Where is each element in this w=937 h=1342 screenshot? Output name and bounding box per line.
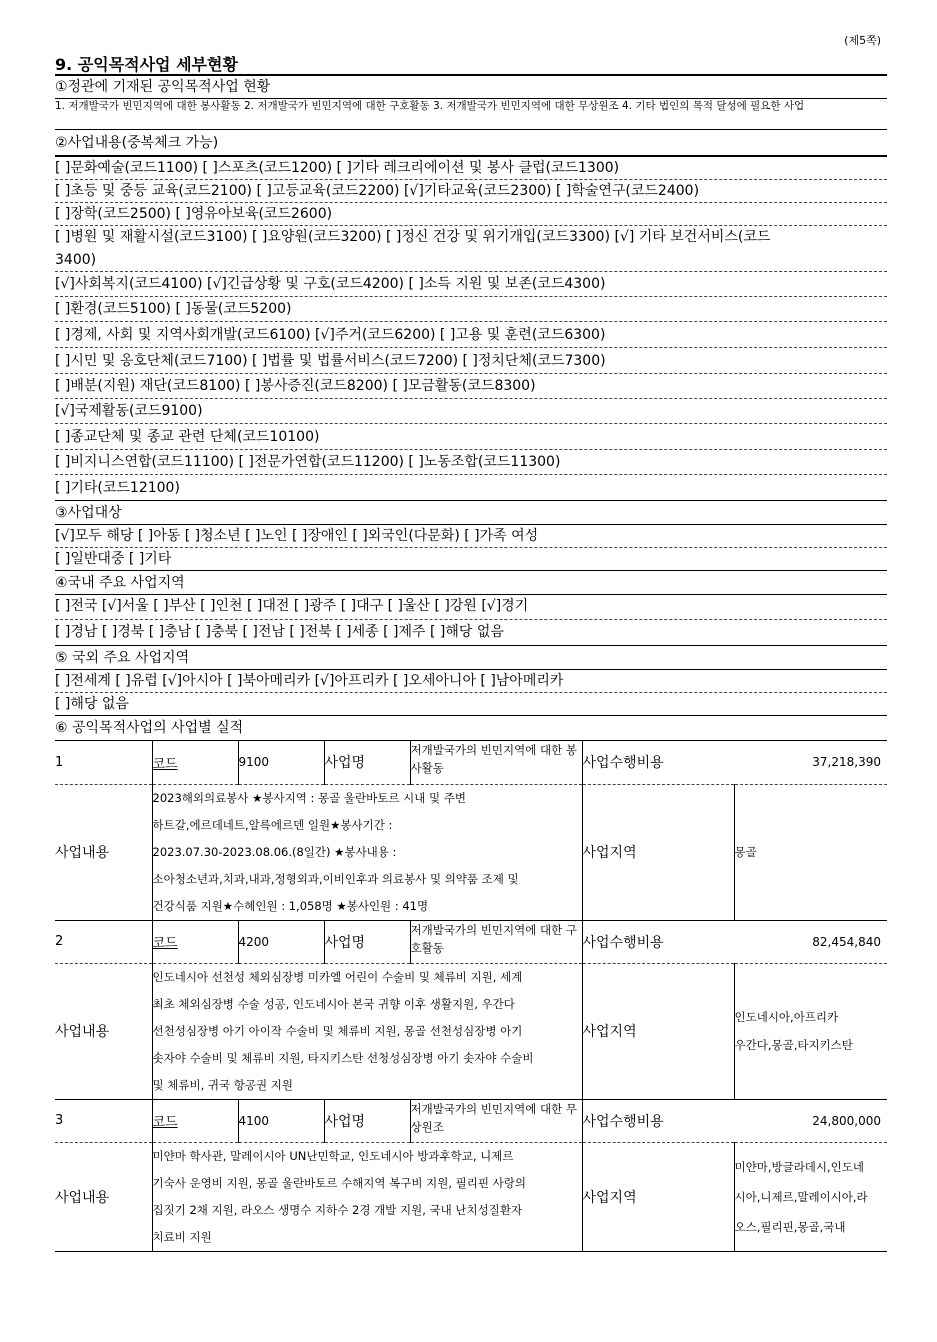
table-row <box>55 1099 887 1142</box>
s1-text: 1. 저개발국가 빈민지역에 대한 봉사활동 2. 저개발국가 빈민지역에 대한 구호활동 3. 저개발국가 빈민지역에 대한 무상원조 4. 기타 법인의 목적 달성에 필요한 사업 <box>55 99 887 130</box>
name-value: 저개발국가의 빈민지역에 대한 무상원조 <box>410 1099 582 1142</box>
item-number: 2 <box>55 934 64 949</box>
name-value: 저개발국가의 빈민지역에 대한 구호활동 <box>410 920 582 963</box>
region-value <box>734 784 887 920</box>
s4-line-1: [ ]전국 [√]서울 [ ]부산 [ ]인천 [ ]대전 [ ]광주 [ ]대구 [ ]울산 [ ]강원 [√]경기 <box>55 595 887 620</box>
content-value <box>152 963 582 1099</box>
s2-line-1: [ ]문화예술(코드1100) [ ]스포츠(코드1200) [ ]기타 레크리에이션 및 봉사 클럽(코드1300) <box>55 157 887 180</box>
content-value <box>152 1142 582 1251</box>
name-label: 사업명 <box>324 1099 410 1142</box>
region-line: 시아,니제르,말레이시아,라 <box>734 1189 868 1204</box>
cost-label: 사업수행비용 <box>582 741 734 784</box>
content-line: 건강식품 지원★수혜인원 : 1,058명 ★봉사인원 : 41명 <box>152 898 429 913</box>
content-line: 치료비 지원 <box>152 1229 212 1244</box>
table-row <box>55 963 887 1099</box>
code-value: 9100 <box>238 741 324 784</box>
content-line: 하트갈,에르데네트,알륵에르덴 일원★봉사기간 : <box>152 817 393 832</box>
table-row <box>55 1142 887 1251</box>
region-line: 우간다,몽골,타지키스탄 <box>734 1038 853 1052</box>
business-results-table <box>55 741 887 1252</box>
region-line: 미얀마,방글라데시,인도네 <box>734 1159 865 1174</box>
content-line: 인도네시아 선천성 체외심장병 미카엘 어린이 수술비 및 체류비 지원, 세계 <box>152 969 523 984</box>
s2-line-6: [√]사회복지(코드4100) [√]긴급상황 및 구호(코드4200) [ ]소득 지원 및 보존(코드4300) <box>55 273 887 297</box>
cost-value: 24,800,000 <box>812 1113 881 1128</box>
region-line: 몽골 <box>734 845 757 859</box>
cost-label: 사업수행비용 <box>582 1099 734 1142</box>
cost-value: 82,454,840 <box>812 934 881 949</box>
cost-value: 37,218,390 <box>812 755 881 770</box>
s5-heading: ⑤ 국외 주요 사업지역 <box>55 647 887 670</box>
content-line: 소아청소년과,치과,내과,정형외과,이비인후과 의료봉사 및 의약품 조제 및 <box>152 871 519 886</box>
s5-line-2: [ ]해당 없음 <box>55 693 887 716</box>
item-number: 3 <box>55 1113 64 1128</box>
s2-line-9: [ ]시민 및 옹호단체(코드7100) [ ]법률 및 법률서비스(코드7200) [ ]정치단체(코드7300) <box>55 350 887 374</box>
table-row <box>55 920 887 963</box>
content-line: 미얀마 학사관, 말레이시아 UN난민학교, 인도네시아 방과후학교, 니제르 <box>152 1148 514 1163</box>
s6-heading: ⑥ 공익목적사업의 사업별 실적 <box>55 717 887 741</box>
s3-line-1: [√]모두 해당 [ ]아동 [ ]청소년 [ ]노인 [ ]장애인 [ ]외국인(다문화) [ ]가족 여성 <box>55 525 887 548</box>
cost-label: 사업수행비용 <box>582 920 734 963</box>
s2-line-3: [ ]장학(코드2500) [ ]영유아보육(코드2600) <box>55 203 887 226</box>
region-line: 오스,필리핀,몽골,국내 <box>734 1219 846 1234</box>
code-label: 코드 <box>152 920 238 963</box>
name-label: 사업명 <box>324 741 410 784</box>
section-title: 9. 공익목적사업 세부현황 <box>55 55 238 74</box>
page-number: (제5쪽) <box>844 34 881 47</box>
s4-heading: ④국내 주요 사업지역 <box>55 572 887 595</box>
s2-line-4: [ ]병원 및 재활시설(코드3100) [ ]요양원(코드3200) [ ]정신 건강 및 위기개입(코드3300) [√] 기타 보건서비스(코드 <box>55 229 771 245</box>
content-label: 사업내용 <box>55 1189 110 1206</box>
code-value: 4200 <box>238 920 324 963</box>
code-value: 4100 <box>238 1099 324 1142</box>
s4-line-2: [ ]경남 [ ]경북 [ ]충남 [ ]충북 [ ]전남 [ ]전북 [ ]세종 [ ]제주 [ ]해당 없음 <box>55 621 887 646</box>
s2-line-11: [√]국제활동(코드9100) <box>55 400 887 424</box>
region-value <box>734 963 887 1099</box>
table-row <box>55 741 887 784</box>
content-line: 선천성심장병 아기 아이작 수술비 및 체류비 지원, 몽골 선천성심장병 아기 <box>152 1023 523 1038</box>
s2-line-14: [ ]기타(코드12100) <box>55 477 887 501</box>
region-label: 사업지역 <box>582 1142 734 1251</box>
s3-heading: ③사업대상 <box>55 502 887 525</box>
s2-line-13: [ ]비지니스연합(코드11100) [ ]전문가연합(코드11200) [ ]노동조합(코드11300) <box>55 451 887 475</box>
s2-line-7: [ ]환경(코드5100) [ ]동물(코드5200) <box>55 298 887 322</box>
table-row <box>55 784 887 920</box>
name-value: 저개발국가의 빈민지역에 대한 봉사활동 <box>410 741 582 784</box>
item-number: 1 <box>55 754 64 770</box>
s2-line-12: [ ]종교단체 및 종교 관련 단체(코드10100) <box>55 426 887 450</box>
s2-line-10: [ ]배분(지원) 재단(코드8100) [ ]봉사증진(코드8200) [ ]모금활동(코드8300) <box>55 375 887 399</box>
content-line: 솟자야 수술비 및 체류비 지원, 타지키스탄 선청성심장병 아기 솟자야 수술비 <box>152 1050 534 1065</box>
s2-line-8: [ ]경제, 사회 및 지역사회개발(코드6100) [√]주거(코드6200) [ ]고용 및 훈련(코드6300) <box>55 324 887 348</box>
name-label: 사업명 <box>324 920 410 963</box>
content-line: 2023.07.30-2023.08.06.(8일간) ★봉사내용 : <box>152 844 397 859</box>
s2-line-2: [ ]초등 및 중등 교육(코드2100) [ ]고등교육(코드2200) [√]기타교육(코드2300) [ ]학술연구(코드2400) <box>55 180 887 203</box>
code-label: 코드 <box>152 741 238 784</box>
title-rule <box>55 74 887 76</box>
region-line: 인도네시아,아프리카 <box>734 1010 839 1024</box>
s2-heading: ②사업내용(중복체크 가능) <box>55 132 887 156</box>
content-line: 2023해외의료봉사 ★봉사지역 : 몽골 울란바토르 시내 및 주변 <box>152 790 466 805</box>
region-label: 사업지역 <box>582 963 734 1099</box>
content-line: 집짓기 2채 지원, 라오스 생명수 지하수 2경 개발 지원, 국내 난치성질환자 <box>152 1202 523 1217</box>
content-label: 사업내용 <box>55 1024 110 1040</box>
content-line: 기숙사 운영비 지원, 몽골 울란바토르 수해지역 복구비 지원, 필리핀 사랑의 <box>152 1175 526 1190</box>
s3-line-2: [ ]일반대중 [ ]기타 <box>55 548 887 571</box>
s5-line-1: [ ]전세계 [ ]유럽 [√]아시아 [ ]북아메리카 [√]아프리카 [ ]오세아니아 [ ]남아메리카 <box>55 670 887 693</box>
region-value <box>734 1142 887 1251</box>
content-label: 사업내용 <box>55 845 110 861</box>
content-line: 최초 체외심장병 수술 성공, 인도네시아 본국 귀향 이후 생활지원, 우간다 <box>152 996 515 1011</box>
region-label: 사업지역 <box>582 784 734 920</box>
s1-heading: ①정관에 기재된 공익목적사업 현황 <box>55 77 887 99</box>
s2-line-5: 3400) <box>55 249 887 272</box>
content-line: 및 체류비, 귀국 항공권 지원 <box>152 1077 293 1092</box>
code-label: 코드 <box>152 1099 238 1142</box>
content-value <box>152 784 582 920</box>
